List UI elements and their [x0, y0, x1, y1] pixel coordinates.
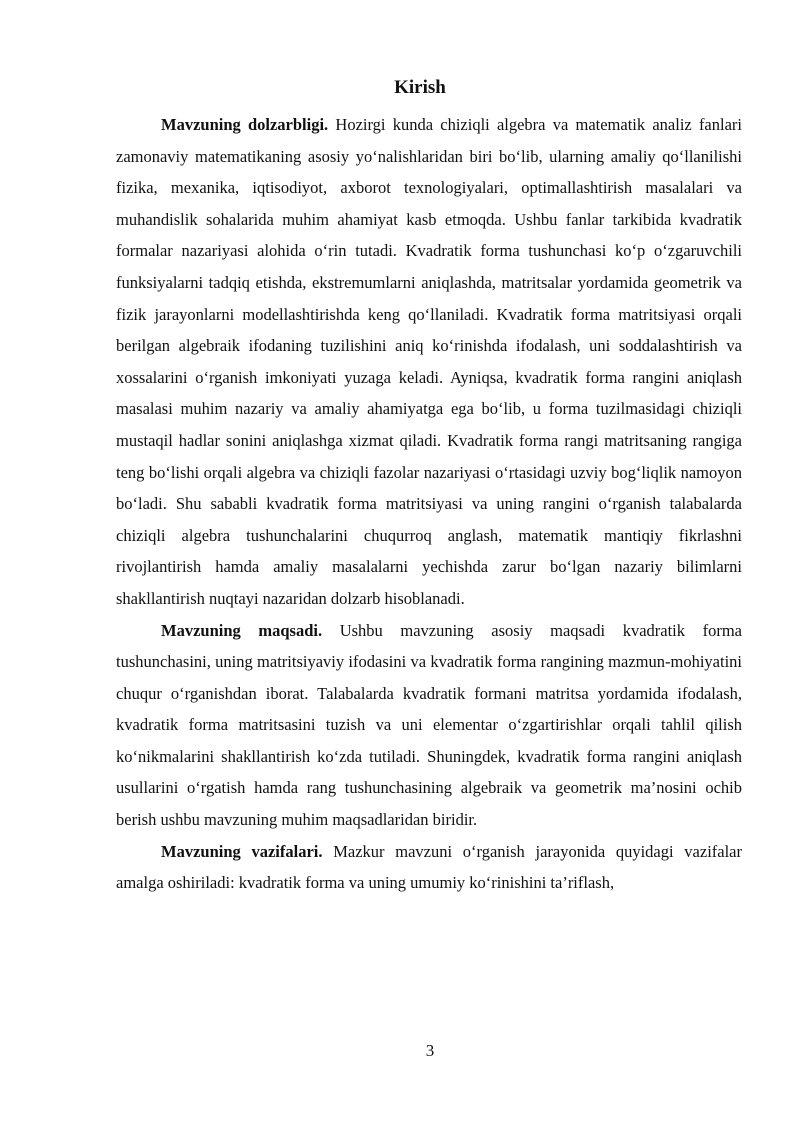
page-number: 3 [425, 1041, 435, 1060]
paragraph-tasks [116, 836, 742, 899]
paragraph-text: Hozirgi kunda chiziqli algebra va matematik analiz fanlari zamonaviy matematikaning asosiy yo‘nalishlaridan biri bo‘lib, ularning amaliy qo‘llanilishi fizika, mexanika, iqtisodiyot, axborot texnologiyalari, optimallashtirish masalalari va muhandislik sohalarida muhim ahamiyat kasb etmoqda. Ushbu fanlar tarkibida kvadratik formalar nazariyasi alohida o‘rin tutadi. Kvadratik forma tushunchasi ko‘p o‘zgaruvchili funksiyalarni tadqiq etishda, ekstremumlarni aniqlashda, matritsalar yordamida geometrik va fizik jarayonlarni modellashtirishda keng qo‘llaniladi. Kvadratik forma matritsiyasi orqali berilgan algebraik ifodaning tuzilishini aniq ko‘rinishda ifodalash, uni soddalashtirish va xossalarini o‘rganish imkoniyati yuzaga keladi. Ayniqsa, kvadratik forma rangini aniqlash masalasi muhim nazariy va amaliy ahamiyatga ega bo‘lib, u forma tuzilmasidagi chiziqli mustaqil hadlar sonini aniqlashga xizmat qiladi. Kvadratik forma rangi matritsaning rangiga teng bo‘lishi orqali algebra va chiziqli fazolar nazariyasi o‘rtasidagi uzviy bog‘liqlik namoyon bo‘ladi. Shu sababli kvadratik forma matritsiyasi va uning rangini o‘rganish talabalarda chiziqli algebra tushunchalarini chuqurroq anglash, matematik mantiqiy fikrlashni rivojlantirish hamda amaliy masalalarni yechishda zarur bo‘lgan nazariy bilimlarni shakllantirish nuqtayi nazaridan dolzarb hisoblanadi. [116, 115, 742, 608]
paragraph-heading: Mavzuning vazifalari. [161, 841, 323, 861]
paragraph-relevance [116, 109, 742, 615]
paragraph-text: Ushbu mavzuning asosiy maqsadi kvadratik forma tushunchasini, uning matritsiyaviy ifodasini va kvadratik forma rangining mazmun-mohiyatini chuqur o‘rganishdan iborat. Talabalarda kvadratik formani matritsa yordamida ifodalash, kvadratik forma matritsasini tuzish va uni elementar o‘zgartirishlar orqali tahlil qilish ko‘nikmalarini shakllantirish ko‘zda tutiladi. Shuningdek, kvadratik forma rangini aniqlash usullarini o‘rgatish hamda rang tushunchasining algebraik va geometrik ma’nosini ochib berish ushbu mavzuning muhim maqsadlaridan biridir. [116, 620, 742, 830]
paragraph-heading: Mavzuning maqsadi. [161, 620, 323, 640]
paragraph-text: Mazkur mavzuni o‘rganish jarayonida quyidagi vazifalar amalga oshiriladi: kvadratik forma va uning umumiy ko‘rinishini ta’riflash, [116, 841, 743, 893]
body-text [116, 109, 742, 899]
paragraph-heading: Mavzuning dolzarbligi. [161, 115, 329, 134]
page-title: Kirish [394, 77, 446, 98]
paragraph-goal [116, 615, 742, 836]
